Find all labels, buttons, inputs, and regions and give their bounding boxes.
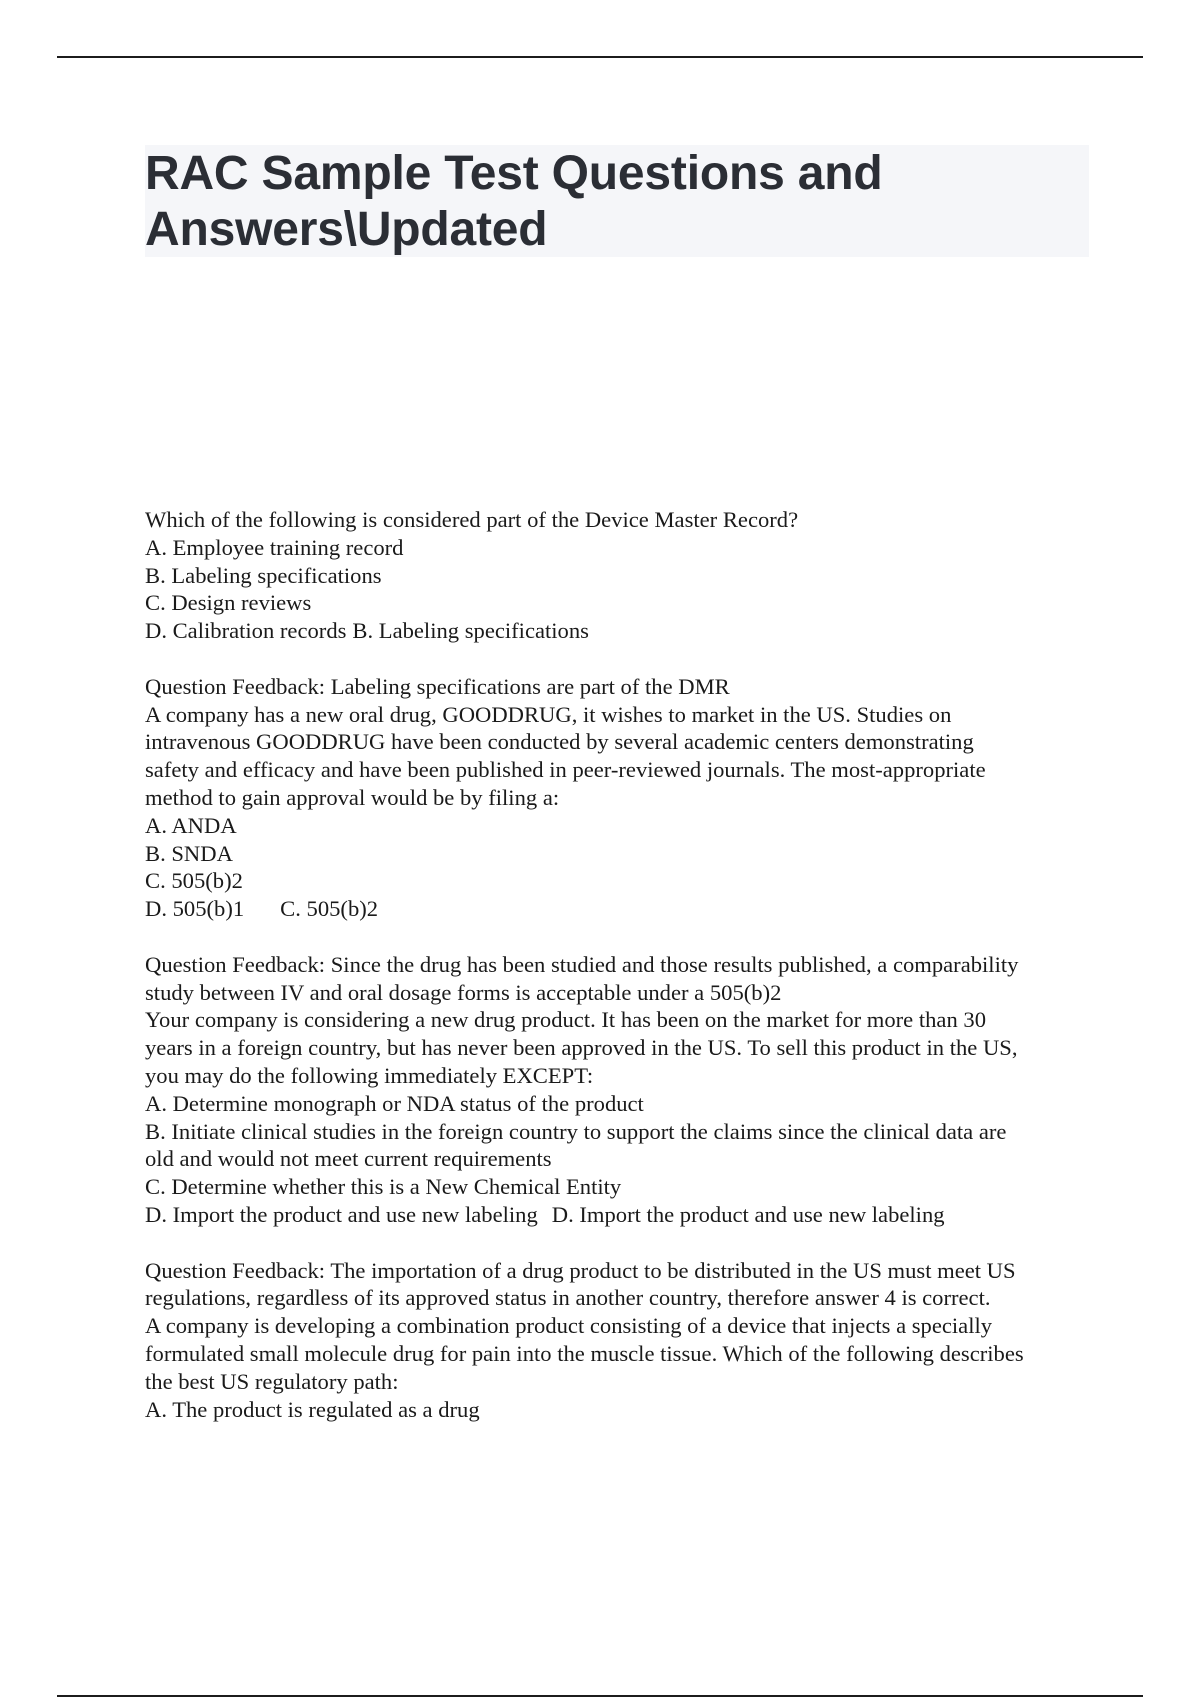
option: C. Design reviews (145, 590, 312, 616)
question-feedback: Question Feedback: Since the drug has been studied and those results published, a comparability (145, 951, 1019, 977)
question-text-line: intravenous GOODDRUG have been conducted by several academic centers demonstrating (145, 729, 974, 755)
option-with-answer (145, 895, 1091, 923)
option: A. Determine monograph or NDA status of the product (145, 1090, 644, 1116)
option: A. The product is regulated as a drug (145, 1396, 480, 1422)
option-with-answer (145, 1201, 1091, 1229)
option: B. SNDA (145, 840, 233, 866)
question-text-line: method to gain approval would be by filing a: (145, 784, 560, 810)
option: B. Labeling specifications (145, 562, 382, 588)
document-body (145, 506, 1091, 1423)
option: D. Import the product and use new labeling (145, 1201, 538, 1227)
question-feedback: Question Feedback: Labeling specifications are part of the DMR (145, 673, 730, 699)
option: A. Employee training record (145, 534, 404, 560)
option: C. 505(b)2 (145, 868, 243, 894)
question-text-line: A company has a new oral drug, GOODDRUG, it wishes to market in the US. Studies on (145, 701, 952, 727)
question-text-line: formulated small molecule drug for pain into the muscle tissue. Which of the following describes (145, 1340, 1024, 1366)
option-with-answer (145, 617, 1091, 645)
question-feedback: study between IV and oral dosage forms is acceptable under a 505(b)2 (145, 979, 782, 1005)
option: A. ANDA (145, 812, 237, 838)
answer: B. Labeling specifications (352, 618, 589, 644)
option: D. 505(b)1 (145, 896, 245, 922)
question-feedback: regulations, regardless of its approved status in another country, therefore answer 4 is correct. (145, 1285, 991, 1311)
page-title: RAC Sample Test Questions and Answers\Updated (145, 147, 883, 256)
question-text-line: you may do the following immediately EXCEPT: (145, 1062, 594, 1088)
option: D. Calibration records (145, 618, 347, 644)
header-rule (57, 56, 1143, 58)
question-text-line: Your company is considering a new drug product. It has been on the market for more than 30 (145, 1007, 986, 1033)
question-text-line: years in a foreign country, but has never been approved in the US. To sell this product in the US, (145, 1035, 1018, 1061)
answer: C. 505(b)2 (280, 896, 379, 922)
question-text-line: safety and efficacy and have been published in peer-reviewed journals. The most-appropriate (145, 757, 986, 783)
option: B. Initiate clinical studies in the foreign country to support the claims since the clinical data are (145, 1118, 1007, 1144)
option: C. Determine whether this is a New Chemical Entity (145, 1174, 622, 1200)
question-text: Which of the following is considered part of the Device Master Record? (145, 507, 799, 532)
option: old and would not meet current requirements (145, 1146, 552, 1172)
footer-rule (57, 1695, 1143, 1697)
question-text-line: the best US regulatory path: (145, 1368, 399, 1394)
answer: D. Import the product and use new labeling (551, 1201, 945, 1227)
question-feedback: Question Feedback: The importation of a drug product to be distributed in the US must meet US (145, 1257, 1016, 1283)
question-text-line: A company is developing a combination product consisting of a device that injects a specially (145, 1313, 993, 1339)
